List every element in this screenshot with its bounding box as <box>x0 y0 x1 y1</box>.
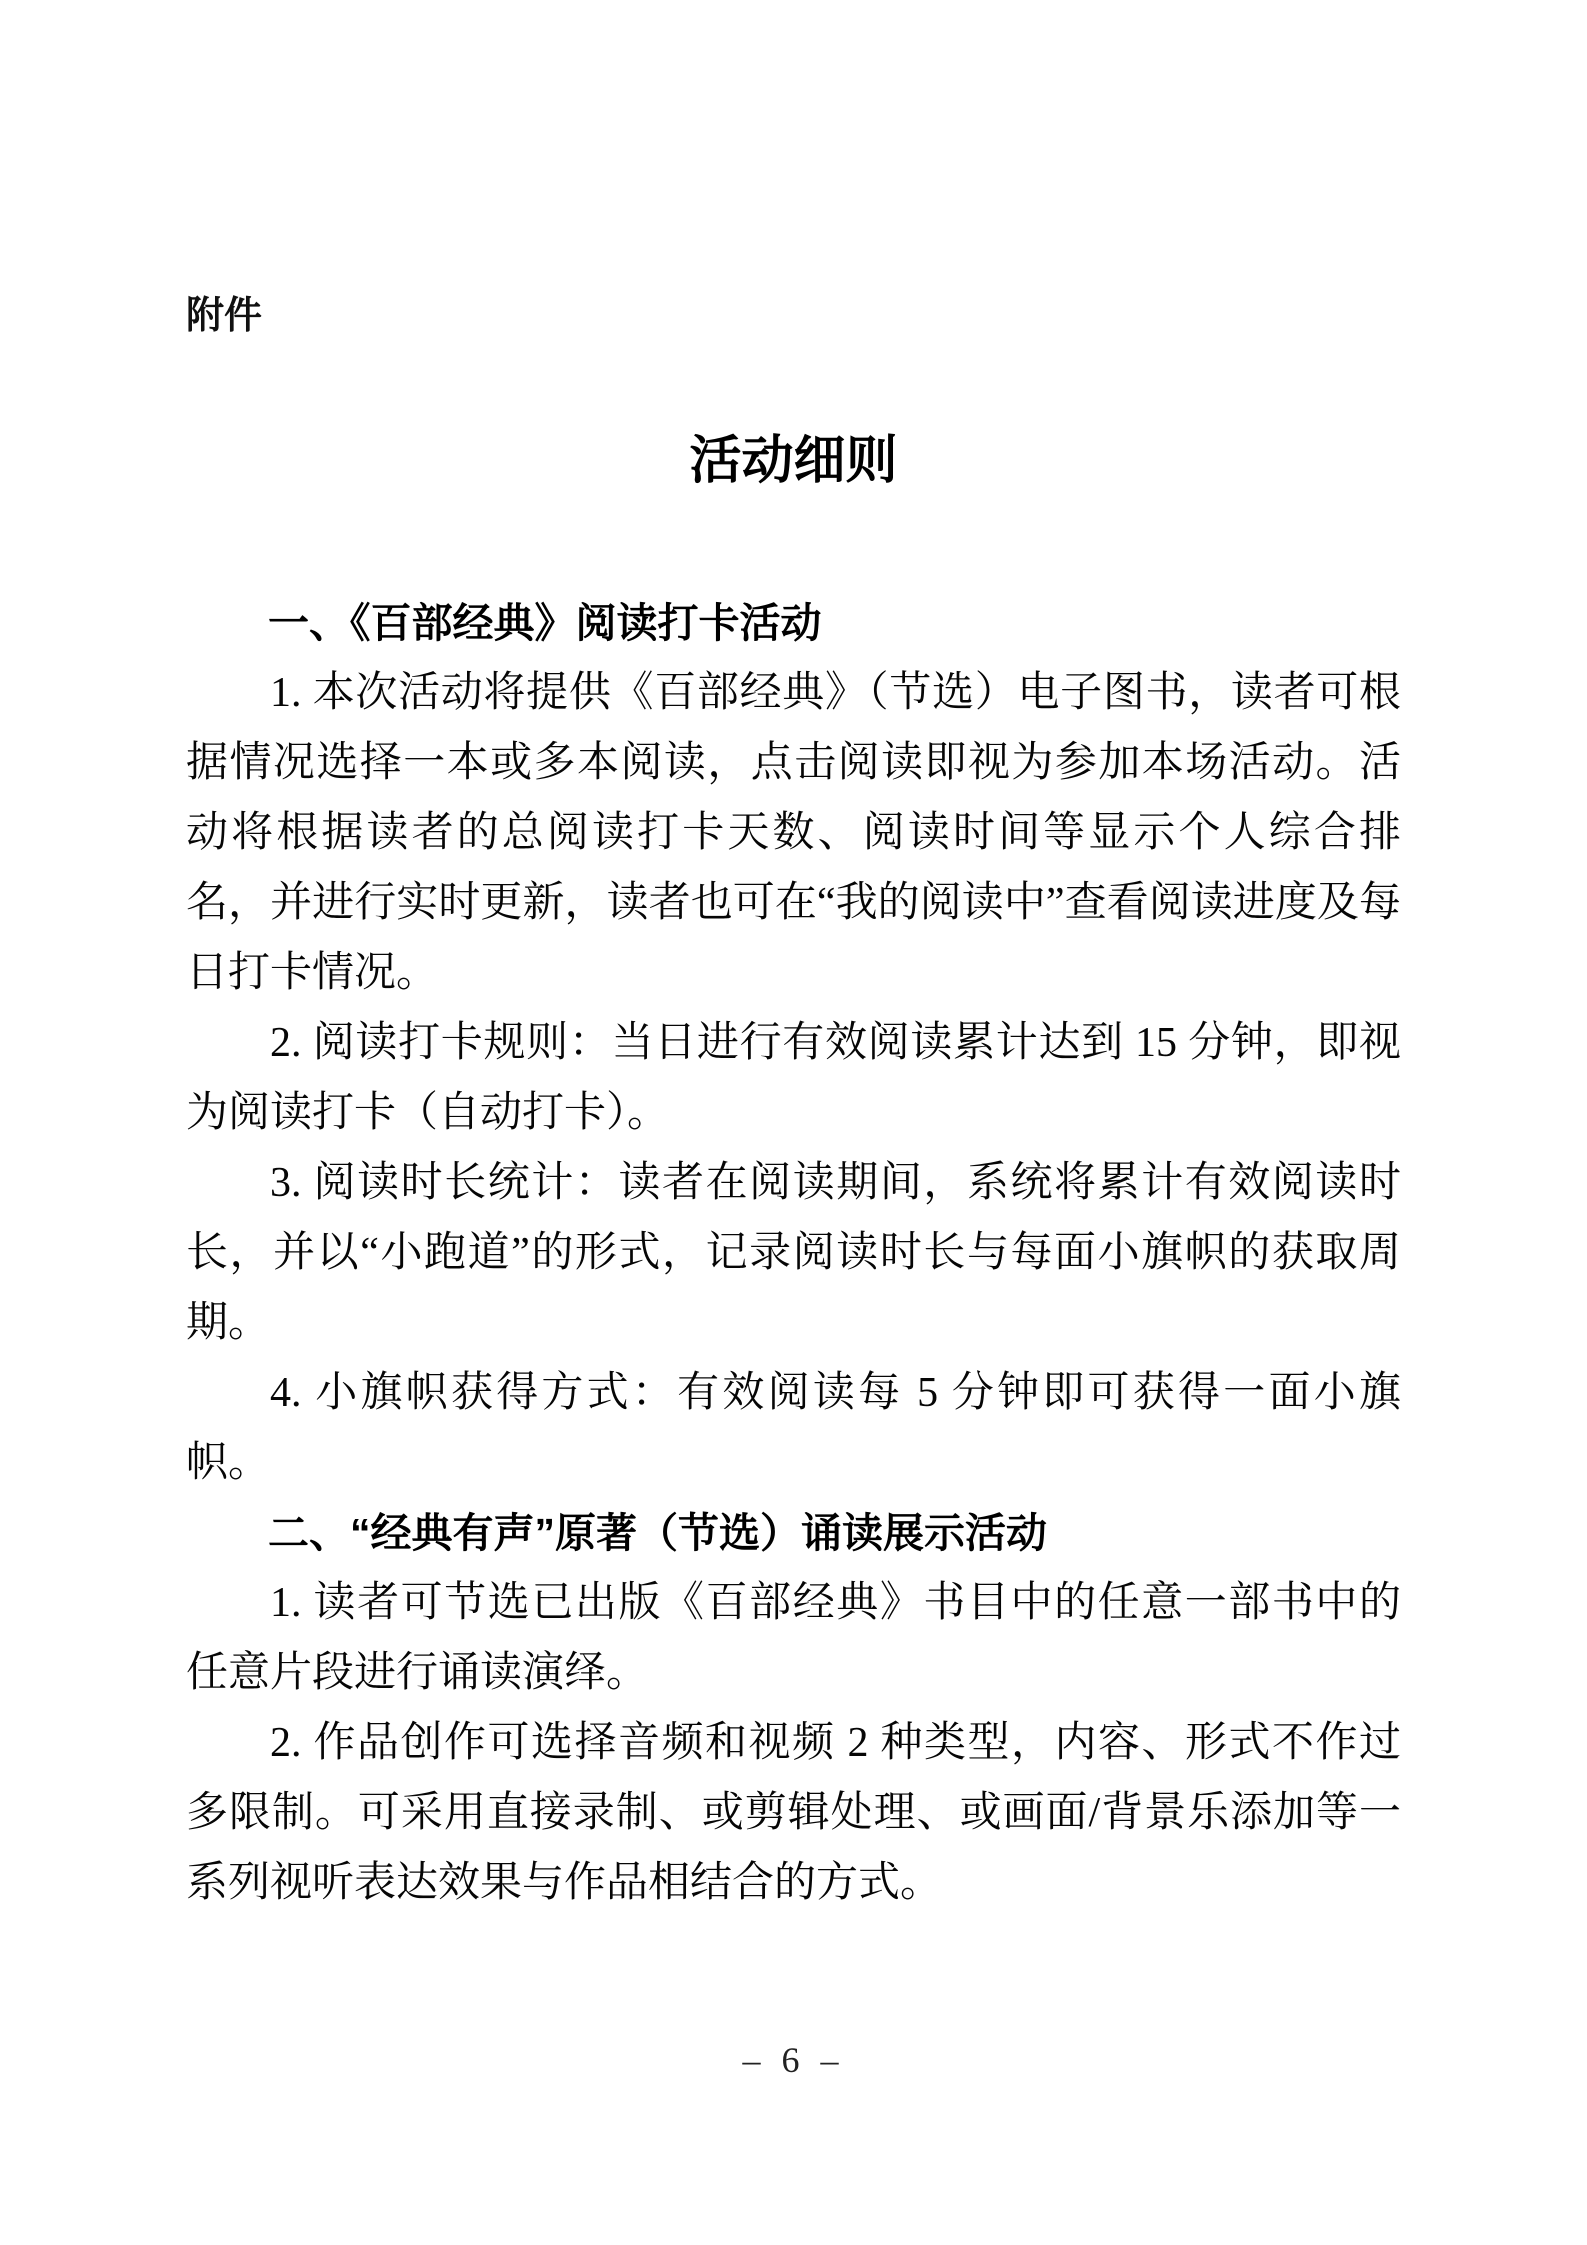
paragraph: 4. 小旗帜获得方式：有效阅读每 5 分钟即可获得一面小旗帜。 <box>186 1370 1401 1486</box>
paragraph: 3. 阅读时长统计：读者在阅读期间，系统将累计有效阅读时长，并以“小跑道”的形式，记录阅读时长与每面小旗帜的获取周期。 <box>186 1160 1401 1346</box>
document-body <box>186 588 1401 1918</box>
section-recitation-show <box>186 1498 1401 1918</box>
paragraph: 2. 阅读打卡规则：当日进行有效阅读累计达到 15 分钟，即视为阅读打卡（自动打卡）。 <box>186 1020 1401 1136</box>
attachment-label: 附件 <box>186 295 263 337</box>
page-title: 活动细则 <box>689 432 898 490</box>
page-number: – 6 – <box>742 2040 845 2080</box>
section-reading-checkin <box>186 588 1401 1498</box>
paragraph: 1. 读者可节选已出版《百部经典》书目中的任意一部书中的任意片段进行诵读演绎。 <box>186 1580 1401 1696</box>
paragraph: 1. 本次活动将提供《百部经典》（节选）电子图书，读者可根据情况选择一本或多本阅读，点击阅读即视为参加本场活动。活动将根据读者的总阅读打卡天数、阅读时间等显示个人综合排名，并进行实时更新，读者也可在“我的阅读中”查看阅读进度及每日打卡情况。 <box>186 670 1401 996</box>
section-heading: 一、《百部经典》阅读打卡活动 <box>268 600 822 646</box>
section-heading: 二、“经典有声”原著（节选）诵读展示活动 <box>268 1510 1047 1556</box>
paragraph: 2. 作品创作可选择音频和视频 2 种类型，内容、形式不作过多限制。可采用直接录制、或剪辑处理、或画面/背景乐添加等一系列视听表达效果与作品相结合的方式。 <box>186 1720 1401 1906</box>
